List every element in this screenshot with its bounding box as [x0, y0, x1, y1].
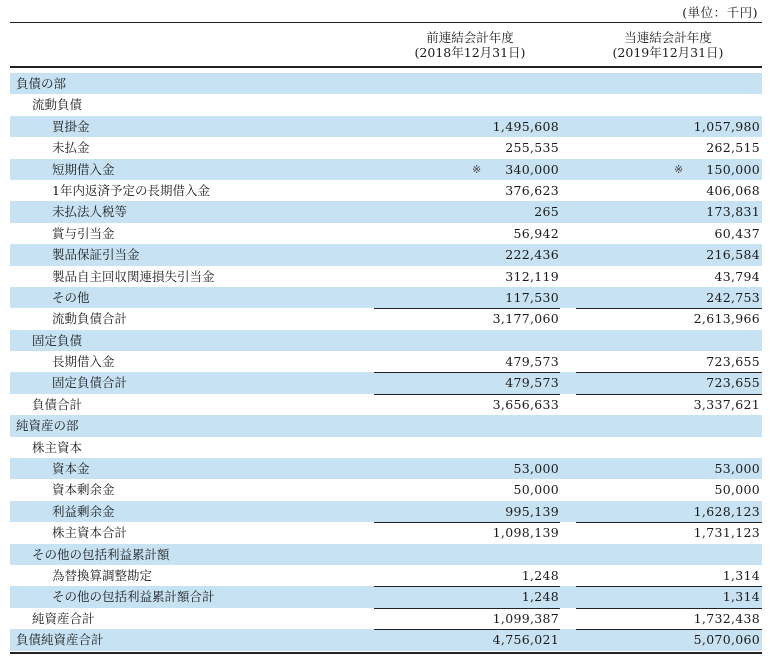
value-curr: 43,794 [714, 268, 760, 284]
total-rule-curr [576, 308, 762, 309]
value-prev: 479,573 [505, 375, 559, 391]
header-curr-year [588, 30, 748, 60]
row-label: 賞与引当金 [52, 225, 115, 241]
value-prev: 117,530 [505, 289, 559, 305]
total-rule-curr [576, 629, 762, 630]
table-row [10, 608, 762, 629]
row-label: 固定負債 [32, 332, 83, 348]
value-prev: 265 [534, 204, 559, 220]
table-row [10, 330, 762, 351]
value-curr: 5,070,060 [693, 632, 760, 648]
value-prev: 222,436 [505, 247, 559, 263]
total-rule-prev [374, 372, 560, 373]
row-label: 買掛金 [52, 118, 90, 134]
value-prev: 50,000 [513, 482, 559, 498]
value-curr: 2,613,966 [693, 311, 760, 327]
row-label: 純資産合計 [32, 610, 95, 626]
row-label: 長期借入金 [52, 354, 115, 370]
value-curr: 1,314 [722, 589, 760, 605]
total-rule-curr [576, 394, 762, 395]
note-mark-prev: ※ [472, 162, 482, 176]
row-label: 負債純資産合計 [16, 632, 104, 648]
row-label: 固定負債合計 [52, 375, 128, 391]
table-row [10, 372, 762, 393]
value-curr: 1,314 [722, 567, 760, 583]
table-row [10, 73, 762, 94]
total-rule-prev [374, 586, 560, 587]
value-prev: 479,573 [505, 354, 559, 370]
value-curr: 723,655 [706, 354, 760, 370]
table-row [10, 458, 762, 479]
value-curr: 50,000 [714, 482, 760, 498]
value-prev: 255,535 [505, 140, 559, 156]
value-curr: 53,000 [714, 461, 760, 477]
table-row [10, 308, 762, 329]
unit-label: (単位：千円) [682, 5, 758, 20]
value-prev: 56,942 [513, 225, 559, 241]
value-curr: 60,437 [714, 225, 760, 241]
total-rule-prev [374, 522, 560, 523]
table-row [10, 586, 762, 607]
value-curr: 216,584 [706, 247, 760, 263]
row-label: 流動負債合計 [52, 311, 128, 327]
value-prev: 312,119 [505, 268, 559, 284]
value-prev: 340,000 [505, 161, 559, 177]
row-label: 株主資本合計 [52, 525, 128, 541]
header-curr-title: 当連結会計年度 [624, 30, 712, 45]
row-label: 未払金 [52, 140, 90, 156]
table-row [10, 287, 762, 308]
table-row [10, 629, 762, 650]
value-prev: 376,623 [505, 182, 559, 198]
value-curr: 262,515 [706, 140, 760, 156]
value-curr: 1,628,123 [693, 503, 760, 519]
value-prev: 53,000 [513, 461, 559, 477]
value-prev: 1,248 [521, 589, 559, 605]
header-prev-year [390, 30, 550, 60]
row-label: 1年内返済予定の長期借入金 [52, 182, 210, 198]
table-row [10, 94, 762, 115]
table-row [10, 201, 762, 222]
table-row [10, 479, 762, 500]
row-label: その他の包括利益累計額合計 [52, 589, 215, 605]
row-label: 製品保証引当金 [52, 247, 140, 263]
row-label: 株主資本 [32, 439, 83, 455]
value-curr: 1,732,438 [693, 610, 760, 626]
value-curr: 150,000 [706, 161, 760, 177]
value-curr: 406,068 [706, 182, 760, 198]
header-curr-date: (2019年12月31日) [612, 45, 724, 60]
total-rule-curr [576, 586, 762, 587]
total-rule-prev [374, 629, 560, 630]
value-prev: 4,756,021 [492, 632, 559, 648]
value-curr: 242,753 [706, 289, 760, 305]
value-prev: 995,139 [505, 503, 559, 519]
total-rule-prev [374, 308, 560, 309]
row-label: 資本金 [52, 461, 90, 477]
header-prev-title: 前連結会計年度 [426, 30, 514, 45]
row-label: 流動負債 [32, 97, 83, 113]
row-label: その他の包括利益累計額 [32, 546, 170, 562]
value-prev: 3,656,633 [492, 396, 559, 412]
table-row [10, 415, 762, 436]
table-row [10, 351, 762, 372]
table-row [10, 116, 762, 137]
note-mark-curr: ※ [674, 162, 684, 176]
table-row [10, 159, 762, 180]
table-row [10, 501, 762, 522]
row-label: 負債の部 [16, 76, 67, 91]
row-label: 純資産の部 [16, 418, 79, 434]
table-row [10, 137, 762, 158]
row-label: 負債合計 [32, 396, 83, 412]
value-prev: 1,098,139 [492, 525, 559, 541]
value-curr: 1,731,123 [693, 525, 760, 541]
column-header [10, 22, 762, 68]
table-row [10, 544, 762, 565]
row-label: 製品自主回収関連損失引当金 [52, 268, 215, 284]
table-row [10, 180, 762, 201]
total-rule-curr [576, 522, 762, 523]
value-curr: 3,337,621 [693, 396, 760, 412]
value-prev: 1,248 [521, 567, 559, 583]
value-prev: 1,495,608 [492, 118, 559, 134]
table-row [10, 266, 762, 287]
value-prev: 1,099,387 [492, 610, 559, 626]
table-row [10, 565, 762, 586]
statement-table [10, 73, 762, 651]
table-row [10, 522, 762, 543]
total-rule-prev [374, 608, 560, 609]
value-prev: 3,177,060 [492, 311, 559, 327]
total-rule-prev [374, 394, 560, 395]
header-prev-date: (2018年12月31日) [414, 45, 526, 60]
total-rule-curr [576, 608, 762, 609]
row-label: 利益剰余金 [52, 503, 115, 519]
value-curr: 723,655 [706, 375, 760, 391]
table-row [10, 437, 762, 458]
row-label: 未払法人税等 [52, 204, 128, 220]
bottom-rule [10, 652, 762, 654]
table-row [10, 223, 762, 244]
row-label: その他 [52, 289, 90, 305]
value-curr: 173,831 [706, 204, 760, 220]
value-curr: 1,057,980 [693, 118, 760, 134]
row-label: 資本剰余金 [52, 482, 115, 498]
table-row [10, 394, 762, 415]
table-row [10, 244, 762, 265]
total-rule-curr [576, 372, 762, 373]
row-label: 短期借入金 [52, 161, 115, 177]
row-label: 為替換算調整勘定 [52, 567, 153, 583]
